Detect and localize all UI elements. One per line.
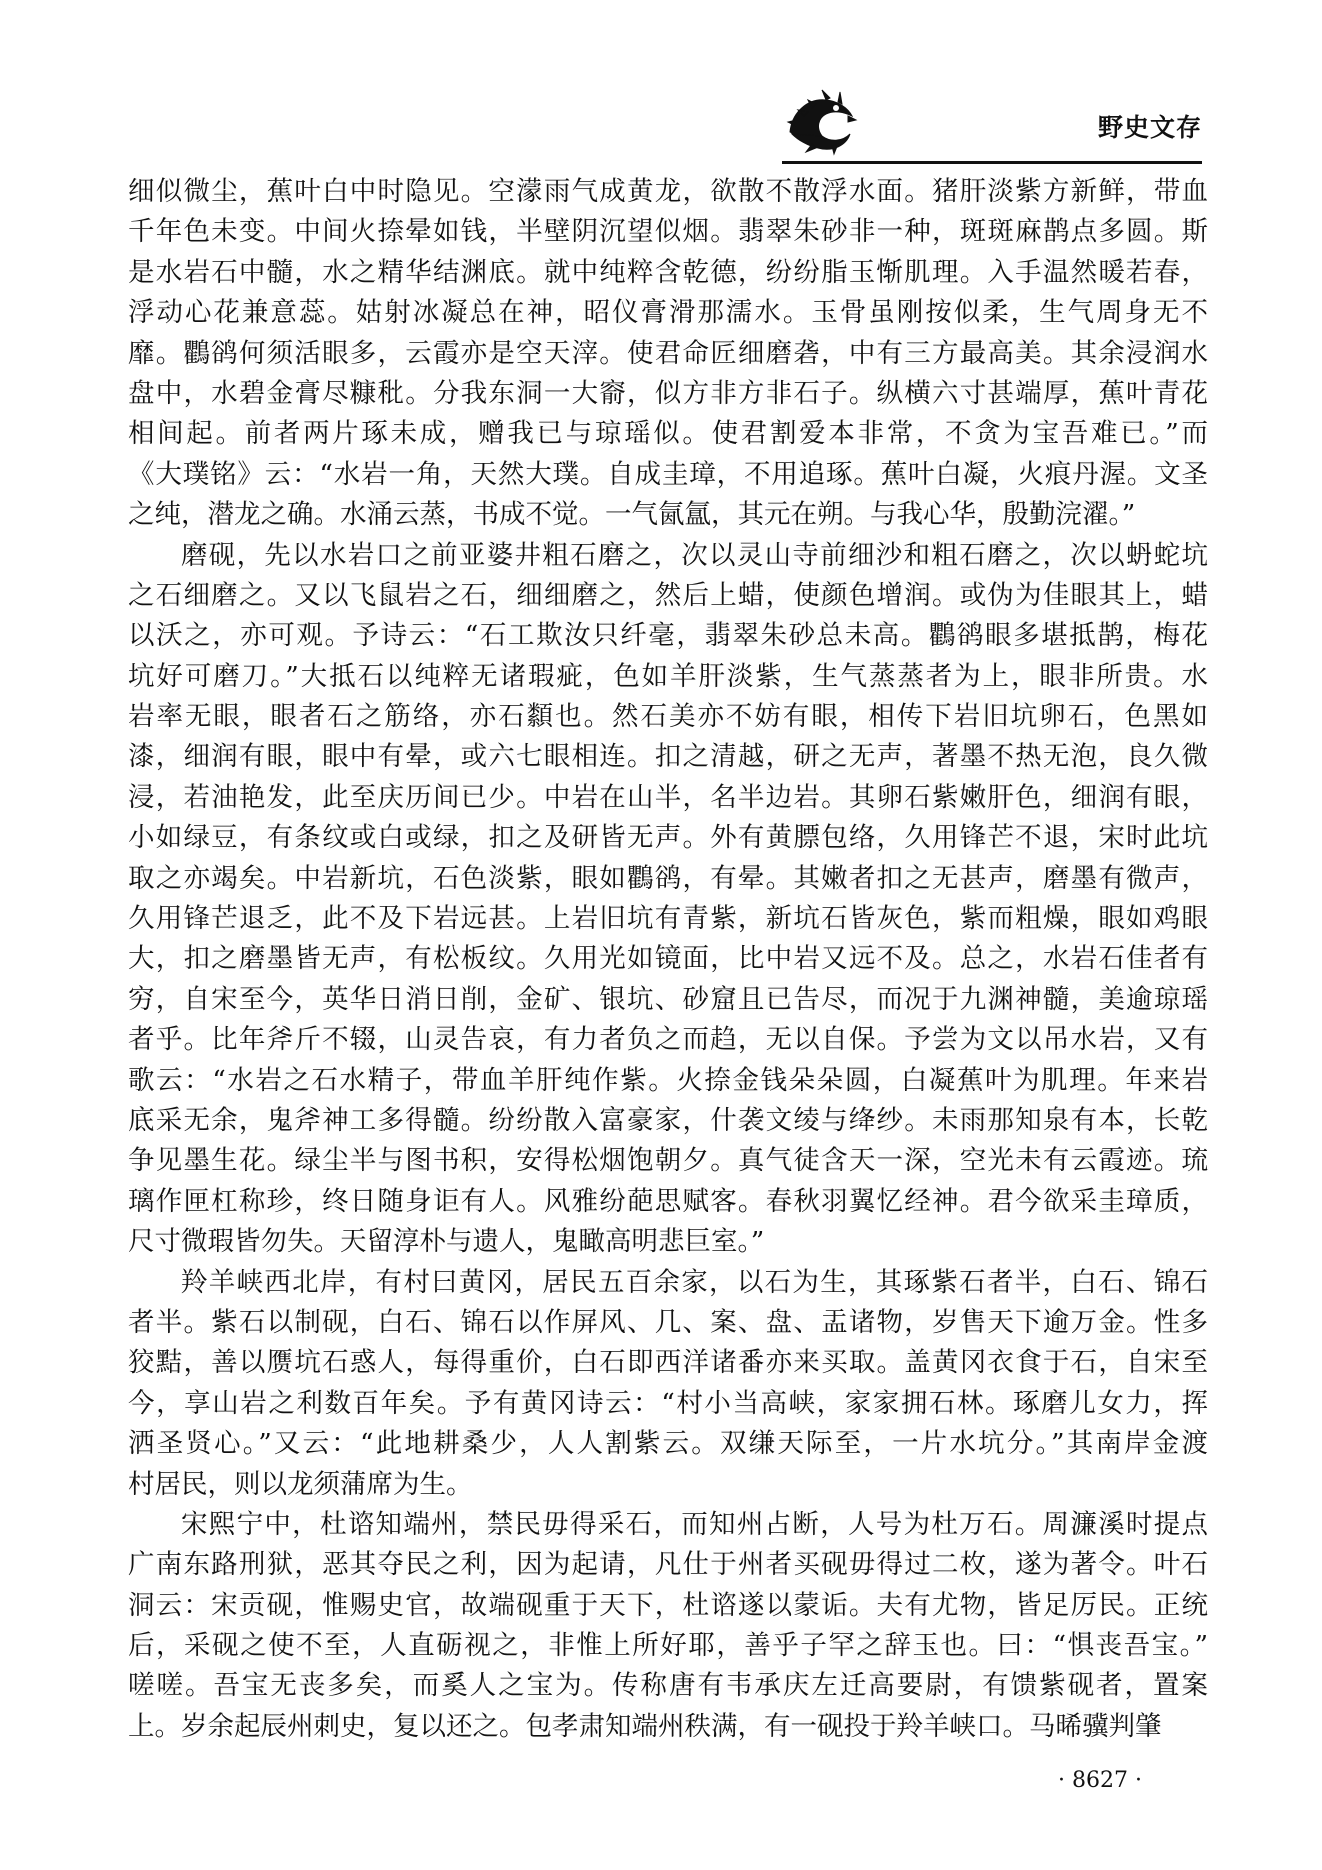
text-line: 广南东路刑狱，恶其夺民之利，因为起请，凡仕于州者买砚毋得过二枚，遂为著令。叶石 bbox=[128, 1549, 1208, 1581]
text-line: 盘中，水碧金膏尽糠秕。分我东洞一大窬，似方非方非石子。纵横六寸甚端厚，蕉叶青花 bbox=[128, 377, 1208, 409]
text-line: 浮动心花兼意蕊。姑射冰凝总在神，昭仪膏滑那濡水。玉骨虽刚按似柔，生气周身无不 bbox=[128, 297, 1208, 329]
text-line: 狡黠，善以赝坑石惑人，每得重价，白石即西洋诸番亦来买取。盖黄冈衣食于石，自宋至 bbox=[128, 1347, 1208, 1379]
text-line: 今，享山岩之利数百年矣。予有黄冈诗云：“村小当高峡，家家拥石林。琢磨儿女力，挥 bbox=[128, 1387, 1208, 1419]
text-line: 穷，自宋至今，英华日消日削，金矿、银坑、砂窟且已告尽，而况于九渊神髓，美逾琼瑶 bbox=[128, 983, 1208, 1015]
dragon-emblem-icon bbox=[782, 86, 858, 156]
text-line: 者乎。比年斧斤不辍，山灵告哀，有力者负之而趋，无以自保。予尝为文以吊水岩，又有 bbox=[128, 1024, 1208, 1056]
text-line: 细似微尘，蕉叶白中时隐见。空濛雨气成黄龙，欲散不散浮水面。猪肝淡紫方新鲜，带血 bbox=[128, 176, 1208, 207]
text-line: 上。岁余起辰州刺史，复以还之。包孝肃知端州秩满，有一砚投于羚羊峡口。马晞骥判肇 bbox=[128, 1710, 1162, 1742]
paragraph bbox=[128, 1505, 1208, 1747]
text-line: 宋熙宁中，杜谘知端州，禁民毋得采石，而知州占断，人号为杜万石。周濂溪时提点 bbox=[181, 1508, 1208, 1540]
text-line: 靡。鸜鹆何须活眼多，云霞亦是空天滓。使君命匠细磨砻，中有三方最高美。其余浸润水 bbox=[128, 337, 1208, 369]
text-line: 洞云：宋贡砚，惟赐史官，故端砚重于天下，杜谘遂以蒙诟。夫有尤物，皆足厉民。正统 bbox=[128, 1589, 1208, 1621]
running-header-title: 野史文存 bbox=[1097, 113, 1202, 142]
text-line: 后，采砚之使不至，人直砺视之，非惟上所好耶，善乎子罕之辞玉也。曰：“惧丧吾宝。” bbox=[128, 1630, 1208, 1662]
text-line: 《大璞铭》云：“水岩一角，天然大璞。自成圭璋，不用追琢。蕉叶白凝，火痕丹渥。文圣 bbox=[128, 458, 1208, 490]
text-line: 之纯，潜龙之确。水涌云蒸，书成不觉。一气氤氲，其元在朔。与我心华，殷勤浣濯。” bbox=[128, 499, 1136, 531]
text-line: 以沃之，亦可观。予诗云：“石工欺汝只纤毫，翡翠朱砂总未高。鸜鹆眼多堪抵鹊，梅花 bbox=[128, 620, 1208, 652]
paragraph bbox=[128, 1263, 1208, 1505]
text-line: 羚羊峡西北岸，有村曰黄冈，居民五百余家，以石为生，其琢紫石者半，白石、锦石 bbox=[181, 1266, 1208, 1298]
text-line: 村居民，则以龙须蒲席为生。 bbox=[128, 1468, 473, 1500]
text-line: 小如绿豆，有条纹或白或绿，扣之及研皆无声。外有黄膘包络，久用锋芒不退，宋时此坑 bbox=[128, 822, 1208, 854]
text-line: 璃作匣杠称珍，终日随身讵有人。风雅纷葩思赋客。春秋羽翼忆经神。君今欲采圭璋质， bbox=[128, 1185, 1208, 1217]
text-line: 歌云：“水岩之石水精子，带血羊肝纯作紫。火捺金钱朵朵圆，白凝蕉叶为肌理。年来岩 bbox=[128, 1064, 1208, 1096]
text-line: 争见墨生花。绿尘半与图书积，安得松烟饱朝夕。真气徒含天一深，空光未有云霞迹。琉 bbox=[128, 1145, 1208, 1177]
text-line: 大，扣之磨墨皆无声，有松板纹。久用光如镜面，比中岩又远不及。总之，水岩石佳者有 bbox=[128, 943, 1208, 975]
text-line: 漆，细润有眼，眼中有晕，或六七眼相连。扣之清越，研之无声，著墨不热无泡，良久微 bbox=[128, 741, 1208, 773]
page-number: · 8627 · bbox=[1058, 1768, 1142, 1793]
header-rule bbox=[782, 161, 1202, 164]
text-line: 取之亦竭矣。中岩新坑，石色淡紫，眼如鸜鹆，有晕。其嫩者扣之无甚声，磨墨有微声， bbox=[128, 862, 1208, 894]
text-line: 嗟嗟。吾宝无丧多矣，而奚人之宝为。传称唐有韦承庆左迁高要尉，有馈紫砚者，置案 bbox=[128, 1670, 1208, 1702]
text-line: 磨砚，先以水岩口之前亚婆井粗石磨之，次以灵山寺前细沙和粗石磨之，次以蚒蛇坑 bbox=[181, 539, 1208, 571]
paragraph bbox=[128, 172, 1208, 536]
text-line: 之石细磨之。又以飞鼠岩之石，细细磨之，然后上蜡，使颜色增润。或伪为佳眼其上，蜡 bbox=[128, 579, 1208, 611]
text-line: 是水岩石中髓，水之精华结渊底。就中纯粹含乾德，纷纷脂玉惭肌理。入手温然暖若春， bbox=[128, 256, 1208, 288]
text-line: 浸，若油艳发，此至庆历间已少。中岩在山半，名半边岩。其卵石紫嫩肝色，细润有眼， bbox=[128, 781, 1208, 813]
text-line: 千年色未变。中间火捺晕如钱，半壁阴沉望似烟。翡翠朱砂非一种，斑斑麻鹊点多圆。斯 bbox=[128, 216, 1208, 248]
running-header bbox=[782, 86, 1202, 164]
text-line: 坑好可磨刀。”大抵石以纯粹无诸瑕疵，色如羊肝淡紫，生气蒸蒸者为上，眼非所贵。水 bbox=[128, 660, 1208, 692]
paragraph bbox=[128, 536, 1208, 1263]
text-line: 久用锋芒退乏，此不及下岩远甚。上岩旧坑有青紫，新坑石皆灰色，紫而粗燥，眼如鸡眼 bbox=[128, 903, 1208, 935]
text-line: 洒圣贤心。”又云：“此地耕桑少，人人割紫云。双缣天际至，一片水坑分。”其南岸金渡 bbox=[128, 1428, 1208, 1460]
text-line: 相间起。前者两片琢未成，赠我已与琼瑶似。使君割爱本非常，不贪为宝吾难已。”而 bbox=[128, 418, 1208, 450]
text-line: 者半。紫石以制砚，白石、锦石以作屏风、几、案、盘、盂诸物，岁售天下逾万金。性多 bbox=[128, 1306, 1208, 1338]
text-line: 岩率无眼，眼者石之筋络，亦石纇也。然石美亦不妨有眼，相传下岩旧坑卵石，色黑如 bbox=[128, 701, 1208, 733]
text-line: 底采无余，鬼斧神工多得髓。纷纷散入富豪家，什袭文绫与绛纱。未雨那知泉有本，长乾 bbox=[128, 1104, 1208, 1136]
text-line: 尺寸微瑕皆勿失。天留淳朴与遗人，鬼瞰高明悲巨室。” bbox=[128, 1226, 765, 1258]
body-text bbox=[128, 172, 1208, 1747]
